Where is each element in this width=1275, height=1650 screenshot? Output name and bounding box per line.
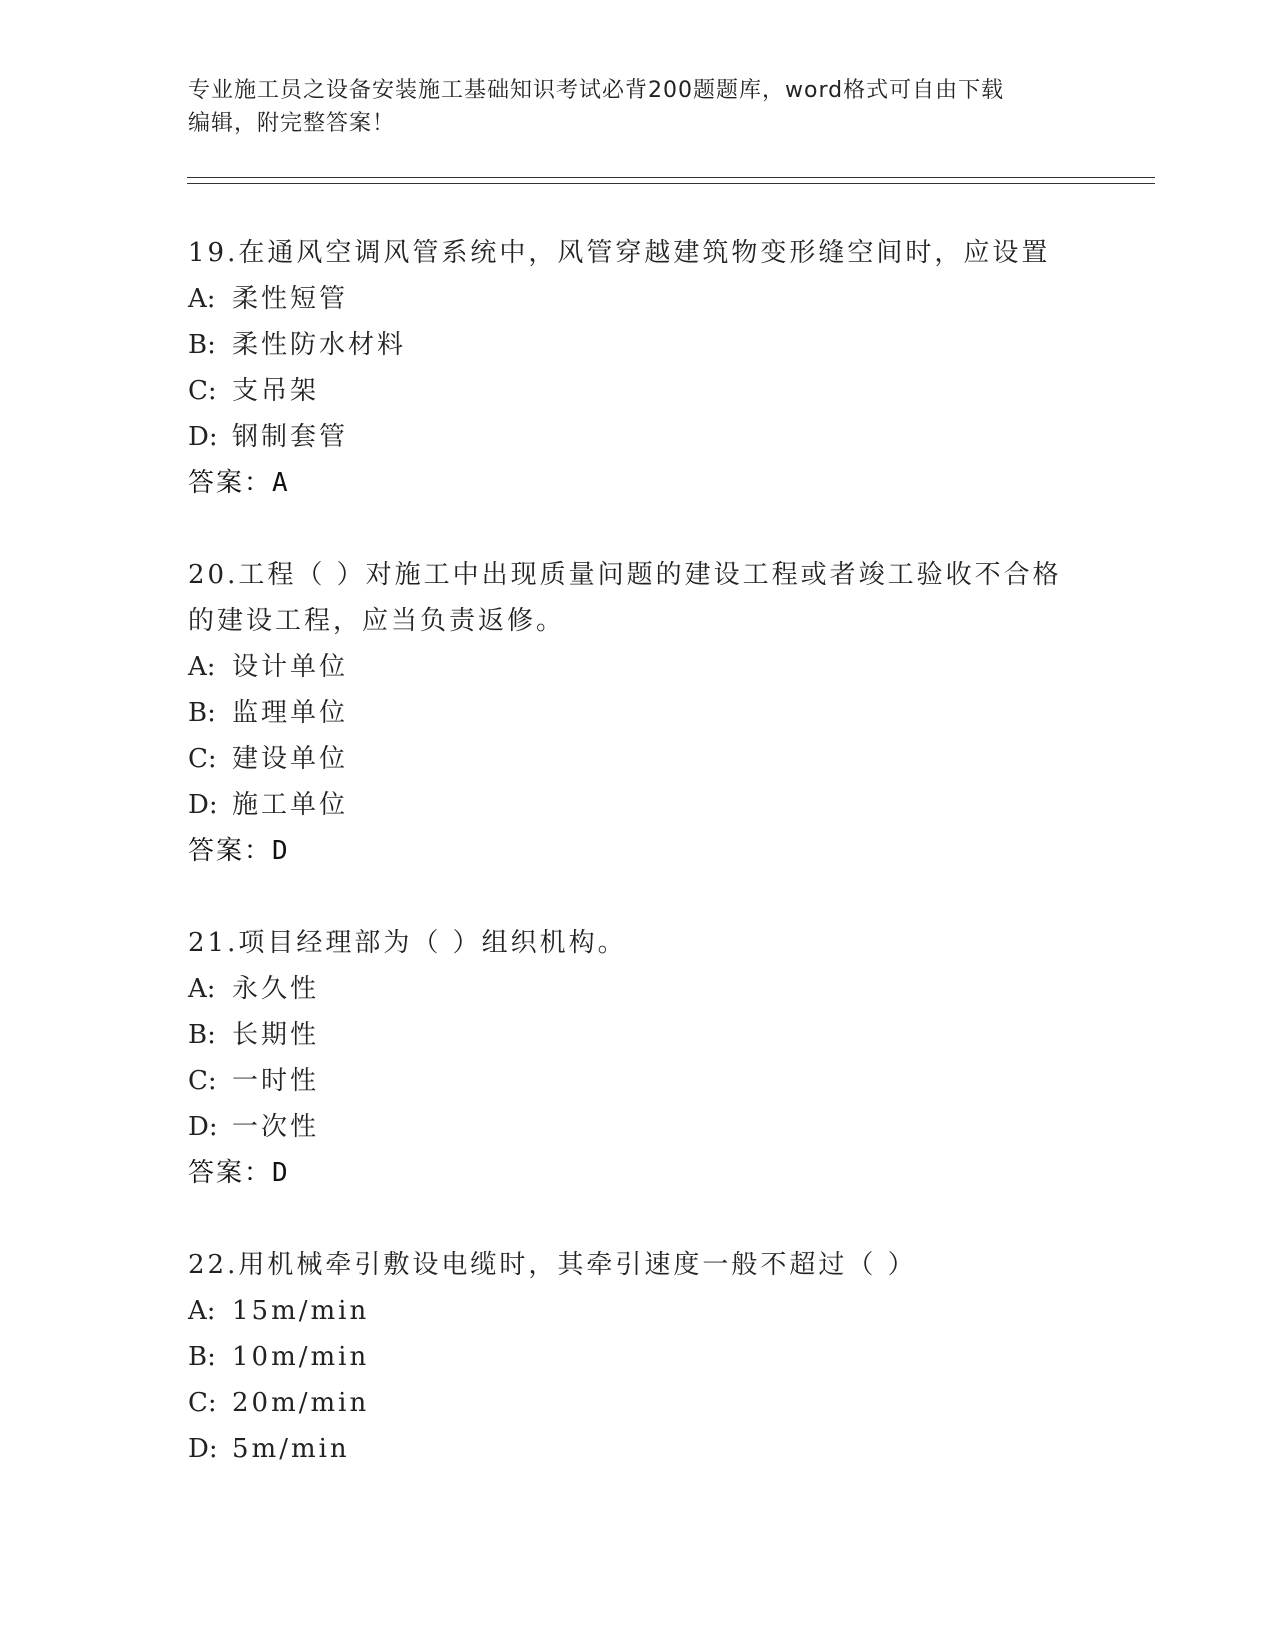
question-22 [188, 1242, 1088, 1472]
header-line-1: 专业施工员之设备安装施工基础知识考试必背200题题库，word格式可自由下载 [188, 78, 1005, 103]
option-letter: B: [188, 1342, 216, 1372]
option-text: 10m/min [232, 1342, 370, 1372]
option-c [188, 1058, 1088, 1104]
option-text: 长期性 [232, 1020, 320, 1050]
option-b [188, 1012, 1088, 1058]
option-letter: D: [188, 790, 218, 820]
question-19 [188, 230, 1088, 506]
answer-value: D [272, 836, 288, 866]
option-letter: D: [188, 422, 218, 452]
header-divider-bottom [187, 183, 1155, 184]
option-d [188, 1426, 1088, 1472]
header-line-2: 编辑，附完整答案！ [188, 111, 396, 136]
option-letter: C: [188, 744, 217, 774]
question-21 [188, 920, 1088, 1196]
option-text: 5m/min [232, 1434, 350, 1464]
question-20 [188, 552, 1088, 874]
option-d [188, 1104, 1088, 1150]
option-letter: B: [188, 330, 216, 360]
option-c [188, 736, 1088, 782]
option-letter: A: [188, 284, 216, 314]
option-letter: C: [188, 1388, 217, 1418]
answer-line [188, 1150, 1088, 1196]
option-text: 设计单位 [232, 652, 349, 682]
option-b [188, 690, 1088, 736]
answer-value: D [272, 1158, 288, 1188]
option-letter: A: [188, 974, 216, 1004]
option-text: 支吊架 [232, 376, 320, 406]
answer-line [188, 460, 1088, 506]
question-stem: 21.项目经理部为（ ）组织机构。 [188, 928, 627, 958]
option-text: 一次性 [232, 1112, 320, 1142]
option-text: 柔性短管 [232, 284, 349, 314]
option-text: 施工单位 [232, 790, 349, 820]
option-text: 建设单位 [232, 744, 349, 774]
option-a [188, 966, 1088, 1012]
answer-line [188, 828, 1088, 874]
answer-label: 答案： [188, 1158, 273, 1188]
option-text: 永久性 [232, 974, 320, 1004]
option-text: 一时性 [232, 1066, 320, 1096]
option-letter: D: [188, 1434, 218, 1464]
option-text: 20m/min [232, 1388, 370, 1418]
option-b [188, 1334, 1088, 1380]
option-c [188, 368, 1088, 414]
question-stem: 20.工程（ ）对施工中出现质量问题的建设工程或者竣工验收不合格 [188, 560, 1062, 590]
question-stem: 22.用机械牵引敷设电缆时，其牵引速度一般不超过（ ） [188, 1250, 917, 1280]
option-letter: B: [188, 698, 216, 728]
option-text: 15m/min [232, 1296, 370, 1326]
option-letter: B: [188, 1020, 216, 1050]
document-header [188, 74, 1068, 140]
question-stem: 19.在通风空调风管系统中，风管穿越建筑物变形缝空间时，应设置 [188, 238, 1051, 268]
option-letter: A: [188, 652, 216, 682]
option-a [188, 276, 1088, 322]
option-text: 柔性防水材料 [232, 330, 407, 360]
option-a [188, 1288, 1088, 1334]
answer-label: 答案： [188, 468, 273, 498]
header-divider-top [187, 177, 1155, 178]
option-letter: C: [188, 376, 217, 406]
option-letter: D: [188, 1112, 218, 1142]
option-d [188, 414, 1088, 460]
option-letter: C: [188, 1066, 217, 1096]
option-letter: A: [188, 1296, 216, 1326]
option-b [188, 322, 1088, 368]
option-c [188, 1380, 1088, 1426]
answer-label: 答案： [188, 836, 273, 866]
option-a [188, 644, 1088, 690]
answer-value: A [272, 468, 288, 498]
option-text: 钢制套管 [232, 422, 349, 452]
option-text: 监理单位 [232, 698, 349, 728]
question-stem-continued: 的建设工程，应当负责返修。 [188, 606, 566, 636]
option-d [188, 782, 1088, 828]
